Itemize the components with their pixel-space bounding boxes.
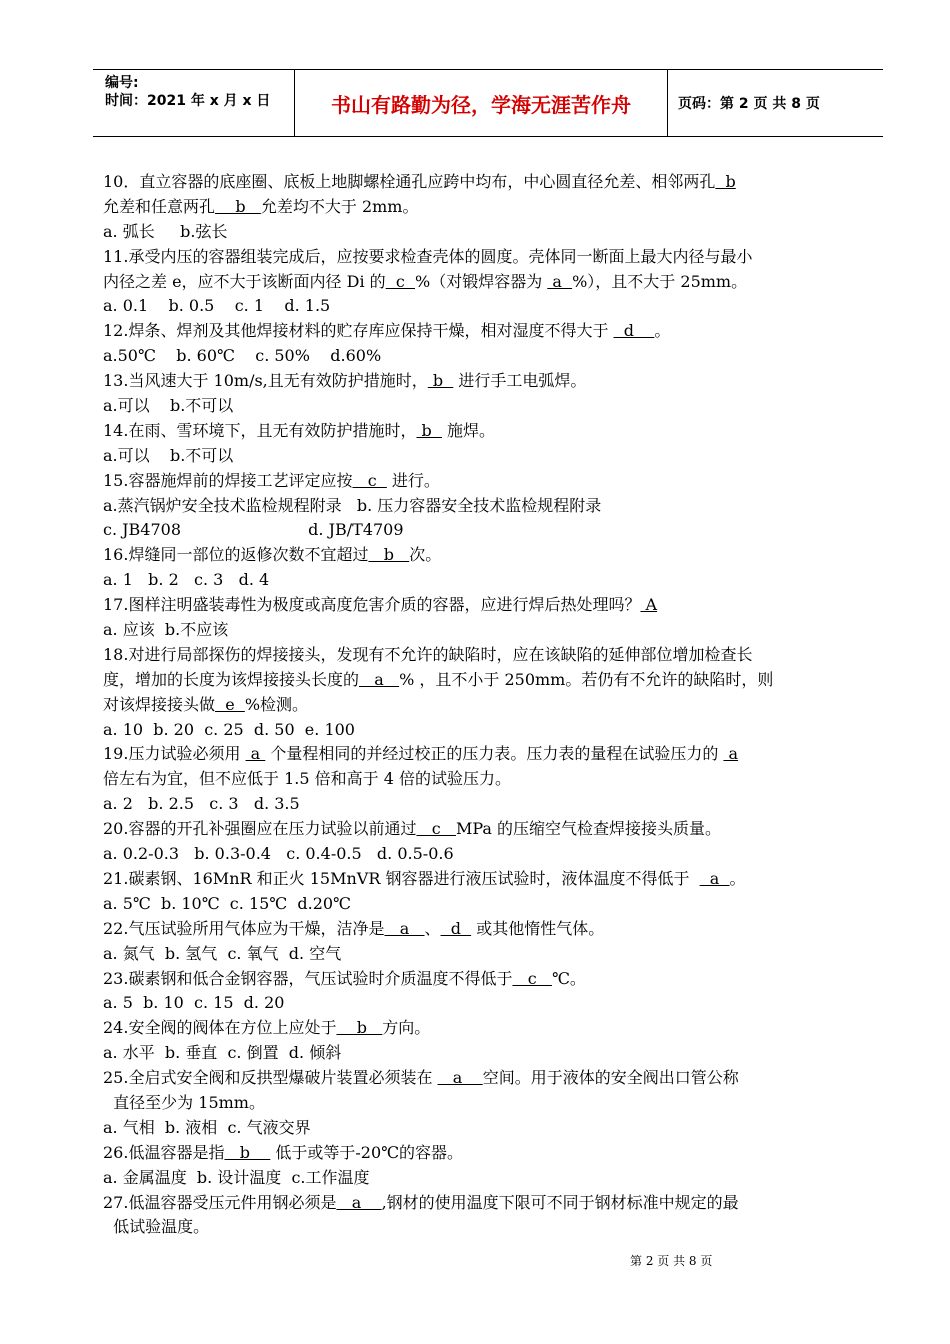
text-segment: a.可以 b.不可以 <box>103 445 234 465</box>
text-segment: a. 水平 b. 垂直 c. 倒置 d. 倾斜 <box>103 1043 342 1063</box>
text-segment: 13.当风速大于 10m/s,且无有效防护措施时， <box>103 371 428 391</box>
text-line <box>103 568 878 593</box>
text-segment: 14.在雨、雪环境下，且无有效防护措施时， <box>103 420 417 440</box>
answer-blank: b <box>368 545 410 565</box>
document-time-label: 时间：2021 年 x 月 x 日 <box>105 93 271 109</box>
text-line <box>103 1016 878 1041</box>
text-segment: 内径之差 e，应不大于该断面内径 Di 的 <box>103 271 386 291</box>
text-segment: 进行。 <box>386 470 440 490</box>
text-segment: 24.安全阀的阀体在方位上应处于 <box>103 1018 337 1038</box>
text-segment: 26.低温容器是指 <box>103 1142 225 1162</box>
text-segment: 11.承受内压的容器组装完成后，应按要求检查壳体的圆度。壳体同一断面上最大内径与最小 <box>103 246 753 266</box>
answer-blank: b <box>427 371 454 391</box>
answer-blank: a <box>547 271 573 291</box>
text-segment: 23.碳素钢和低合金钢容器，气压试验时介质温度不得低于 <box>103 968 513 988</box>
text-line <box>103 1041 878 1066</box>
text-line <box>103 718 878 743</box>
page-footer: 第 2 页 共 8 页 <box>630 1254 713 1268</box>
answer-blank: a <box>359 669 400 689</box>
text-segment: 度，增加的长度为该焊接接头长度的 <box>103 669 360 689</box>
text-line <box>103 842 878 867</box>
text-segment: 对该焊接接头做 <box>103 694 216 714</box>
text-line <box>103 991 878 1016</box>
text-line <box>103 892 878 917</box>
text-segment: 16.焊缝同一部位的返修次数不宜超过 <box>103 545 369 565</box>
text-line <box>103 494 878 519</box>
text-segment: 方向。 <box>382 1018 431 1038</box>
text-line <box>103 1091 878 1116</box>
text-line <box>103 444 878 469</box>
answer-blank: a <box>384 918 425 938</box>
text-segment: 、 <box>424 918 441 938</box>
answer-blank: b <box>336 1018 383 1038</box>
answer-blank: c <box>385 271 415 291</box>
text-line <box>103 344 878 369</box>
answer-blank: a <box>723 744 739 764</box>
text-line <box>103 593 878 618</box>
text-segment: 进行手工电弧焊。 <box>453 371 587 391</box>
answer-blank: e <box>215 694 245 714</box>
answer-blank: a <box>699 868 730 888</box>
text-line <box>103 369 878 394</box>
page-header <box>93 69 883 137</box>
answer-blank: A <box>640 595 658 615</box>
text-segment: 。 <box>729 868 746 888</box>
text-line <box>103 419 878 444</box>
text-segment: a. 弧长 b.弦长 <box>103 221 228 241</box>
text-line <box>103 319 878 344</box>
text-segment: a. 5℃ b. 10℃ c. 15℃ d.20℃ <box>103 893 351 913</box>
text-line <box>103 1116 878 1141</box>
text-segment: 25.全启式安全阀和反拱型爆破片装置必须装在 <box>103 1068 438 1088</box>
text-segment: a. 1 b. 2 c. 3 d. 4 <box>103 570 270 590</box>
text-segment: %检测。 <box>244 694 309 714</box>
text-segment: %（对锻焊容器为 <box>415 271 548 291</box>
text-line <box>103 245 878 270</box>
text-segment: c. JB4708 d. JB/T4709 <box>103 520 404 540</box>
text-segment: a. 气相 b. 液相 c. 气液交界 <box>103 1117 311 1137</box>
text-line <box>103 1166 878 1191</box>
answer-blank: b <box>715 172 736 191</box>
text-segment: a.蒸汽锅炉安全技术监检规程附录 b. 压力容器安全技术监检规程附录 <box>103 495 602 515</box>
text-segment: 允差和任意两孔 <box>103 196 216 216</box>
answer-blank: a <box>245 744 266 764</box>
text-line <box>103 469 878 494</box>
text-line <box>103 742 878 767</box>
text-segment: 19.压力试验必须用 <box>103 744 246 764</box>
text-segment: 12.焊条、焊剂及其他焊接材料的贮存库应保持干燥，相对湿度不得大于 <box>103 321 614 341</box>
text-segment: 次。 <box>409 545 442 565</box>
answer-blank: a <box>437 1068 483 1088</box>
answer-blank: c <box>352 470 387 490</box>
text-segment: 10．直立容器的底座圈、底板上地脚螺栓通孔应跨中均布，中心圆直径允差、相邻两孔 <box>103 172 716 191</box>
text-segment: a.50℃ b. 60℃ c. 50% d.60% <box>103 346 382 366</box>
question-list <box>103 170 878 1240</box>
answer-blank: d <box>440 918 472 938</box>
text-segment: 或其他惰性气体。 <box>471 918 605 938</box>
text-segment: 17.图样注明盛装毒性为极度或高度危害介质的容器，应进行焊后热处理吗？ <box>103 595 641 615</box>
text-segment: 倍左右为宜，但不应低于 1.5 倍和高于 4 倍的试验压力。 <box>103 769 511 789</box>
answer-blank: b <box>416 420 442 440</box>
text-segment: % ，且不小于 250mm。若仍有不允许的缺陷时，则 <box>399 669 774 689</box>
text-line <box>103 917 878 942</box>
answer-blank: d <box>613 321 655 341</box>
text-line <box>103 394 878 419</box>
header-motto: 书山有路勤为径，学海无涯苦作舟 <box>331 92 631 117</box>
text-segment: a.可以 b.不可以 <box>103 396 234 416</box>
text-line <box>103 270 878 295</box>
text-segment: 允差均不大于 2mm。 <box>260 196 419 216</box>
answer-blank: c <box>416 819 456 839</box>
text-line <box>103 170 878 195</box>
answer-blank: a <box>336 1192 382 1212</box>
text-line <box>103 792 878 817</box>
text-line <box>103 618 878 643</box>
text-segment: a. 5 b. 10 c. 15 d. 20 <box>103 993 285 1013</box>
text-segment: a. 2 b. 2.5 c. 3 d. 3.5 <box>103 794 300 814</box>
text-segment: 低试验温度。 <box>103 1217 210 1237</box>
text-line <box>103 767 878 792</box>
text-segment: a. 0.1 b. 0.5 c. 1 d. 1.5 <box>103 296 331 316</box>
text-line <box>103 668 878 693</box>
text-line <box>103 543 878 568</box>
header-divider <box>667 70 668 136</box>
text-segment: a. 10 b. 20 c. 25 d. 50 e. 100 <box>103 719 355 739</box>
text-segment: 27.低温容器受压元件用钢必须是 <box>103 1192 337 1212</box>
text-line <box>103 294 878 319</box>
text-segment: MPa 的压缩空气检查焊接接头质量。 <box>455 819 721 839</box>
text-segment: 直径至少为 15mm。 <box>103 1092 265 1112</box>
text-line <box>103 195 878 220</box>
text-line <box>103 1215 878 1240</box>
text-segment: ℃。 <box>551 968 586 988</box>
text-segment: 施焊。 <box>441 420 496 440</box>
text-segment: 空间。用于液体的安全阀出口管公称 <box>482 1068 739 1088</box>
answer-blank: b <box>224 1142 271 1162</box>
text-segment: a. 金属温度 b. 设计温度 c.工作温度 <box>103 1167 370 1187</box>
text-line <box>103 1141 878 1166</box>
text-line <box>103 967 878 992</box>
text-line <box>103 220 878 245</box>
text-line <box>103 518 878 543</box>
header-meta <box>105 74 295 110</box>
text-segment: 22.气压试验所用气体应为干燥，洁净是 <box>103 918 385 938</box>
header-page-number: 页码：第 2 页 共 8 页 <box>678 96 820 112</box>
text-segment: 18.对进行局部探伤的焊接接头，发现有不允许的缺陷时，应在该缺陷的延伸部位增加检查长 <box>103 644 753 664</box>
text-segment: %），且不大于 25mm。 <box>572 271 748 291</box>
text-segment: ,钢材的使用温度下限可不同于钢材标准中规定的最 <box>381 1192 739 1212</box>
text-line <box>103 867 878 892</box>
text-segment: 21.碳素钢、16MnR 和正火 15MnVR 钢容器进行液压试验时，液体温度不得低于 <box>103 868 700 888</box>
answer-blank: c <box>512 968 552 988</box>
text-line <box>103 1191 878 1216</box>
text-line <box>103 693 878 718</box>
text-line <box>103 1066 878 1091</box>
text-segment: 低于或等于-20℃的容器。 <box>270 1142 464 1162</box>
answer-blank: b <box>215 196 261 216</box>
text-line <box>103 817 878 842</box>
text-line <box>103 942 878 967</box>
text-segment: 20.容器的开孔补强圈应在压力试验以前通过 <box>103 819 417 839</box>
text-segment: a. 0.2-0.3 b. 0.3-0.4 c. 0.4-0.5 d. 0.5-0.6 <box>103 844 454 864</box>
text-segment: 15.容器施焊前的焊接工艺评定应按 <box>103 470 353 490</box>
text-segment: 。 <box>654 321 671 341</box>
text-segment: a. 氮气 b. 氢气 c. 氧气 d. 空气 <box>103 943 342 963</box>
document-number-label: 编号: <box>105 75 139 91</box>
text-line <box>103 643 878 668</box>
text-segment: 个量程相同的并经过校正的压力表。压力表的量程在试验压力的 <box>265 744 724 764</box>
text-segment: a. 应该 b.不应该 <box>103 620 229 640</box>
